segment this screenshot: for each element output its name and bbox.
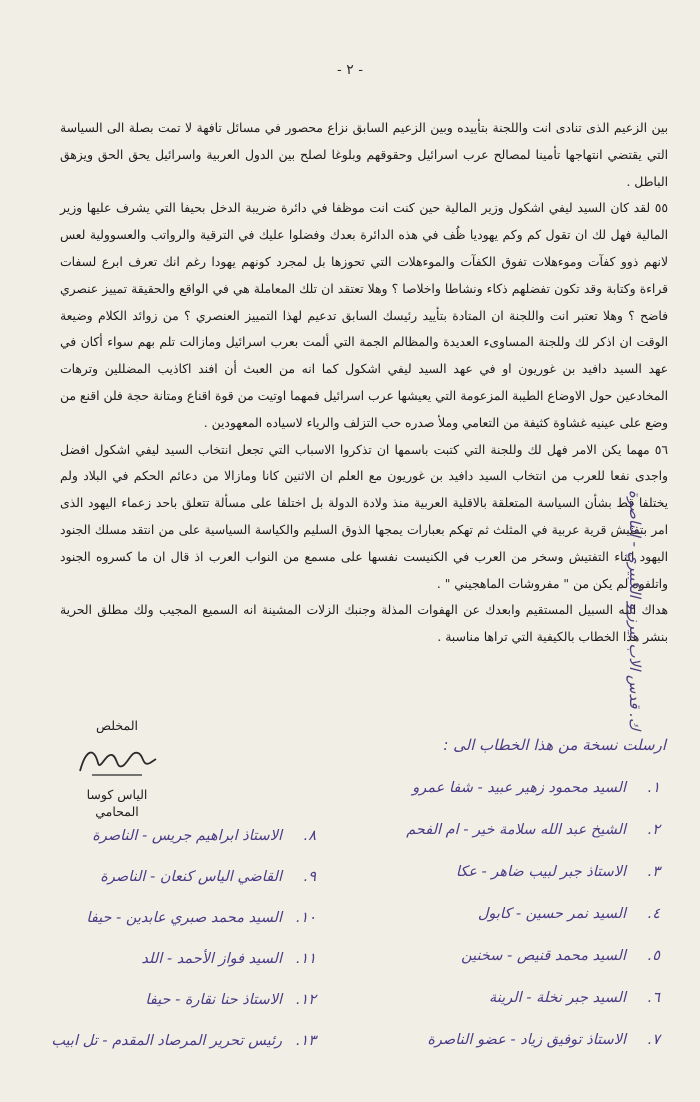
copies-heading: ارسلت نسخة من هذا الخطاب الى : [443, 736, 666, 754]
paragraph-2: ٥٥ لقد كان السيد ليفي اشكول وزير المالية حين كنت انت موظفا في دائرة ضريبة الدخل بحيفا التي يشرف عليها وزير المالية فهل لك ان تقول كم وكم يهوديا ظُف في هذه الدائرة بعدك وفضلوا عليك في الترقية والرواتب والعسوولية لعس لانهم ذوو كفآت وموءهلات تفوق الكفآت والموءهلات التي تحوزها بل لمجرد كونهم يهودا رغم انك تعرف ابرع لسفات قراءة وكتابة وقد تكون تفضلهم ذكاء ونشاطا واخلاصا ؟ وهلا تعتقد ان تلك المعاملة هي في الواقع والحقيقة تمييز عنصري فاضح ؟ وهلا تعتبر انت واللجنة ان المتادة بتأييد رئيسك السابق تدعيم لهذا التمييز العنصري ؟ من زوائد الكلام وضيعة الوقت ان اذكر لك وللجنة المساوىء العديدة والمظالم الجمة التي ألمت بعرب اسرائيل ومازالت تلم بهم سواء أكان في عهد السيد دافيد بن غوريون او في عهد السيد ليفي اشكول كما انه من العبث أن افند اكاذيب المضللين وترهات المخادعين حول الاوضاع الطيبة المزعومة التي يعيشها عرب اسرائيل فمهما اوتيت من قوة اقناع ومتانة حجة فلن اقنع من وضع على عينيه غشاوة كثيفة من التعامي وملأ صدره حب التزلف والرياء لاسياده المعهودين . [60, 201, 668, 430]
signatory-name: الياس كوسا [86, 787, 148, 802]
item-number: ٣. [647, 864, 660, 880]
list-item [340, 990, 660, 1032]
handwritten-signature-icon [72, 741, 162, 781]
list-item [26, 828, 316, 869]
item-number: ٩. [303, 869, 316, 885]
list-item [26, 910, 316, 951]
item-number: ٥. [647, 948, 660, 964]
item-text: الاستاذ توفيق زياد - عضو الناصرة [427, 1032, 626, 1048]
list-item [26, 1033, 316, 1074]
item-number: ٢. [647, 822, 660, 838]
margin-note [618, 490, 658, 731]
item-text: الشيخ عبد الله سلامة خير - ام الفحم [406, 822, 626, 838]
paragraph-4: هداك الله السبيل المستقيم وابعدك عن الهفوات المذلة وجنبك الزلات المشينة انه السميع المجيب ولك مطلق الحرية بنشر هذا الخطاب بالكيفية التي تراها مناسبة . [60, 603, 668, 645]
list-item [26, 951, 316, 992]
item-text: السيد محمد صبري عابدين - حيفا [86, 910, 282, 926]
signature-block [62, 718, 172, 819]
recipients-list-right [340, 780, 660, 1074]
item-text: رئيس تحرير المرصاد المقدم - تل ابيب [51, 1033, 282, 1049]
list-item [340, 780, 660, 822]
item-text: الاستاذ حنا نقارة - حيفا [145, 992, 282, 1008]
letter-body [60, 115, 668, 651]
signatory-title: المحامي [95, 804, 139, 819]
item-text: القاضي الياس كنعان - الناصرة [100, 869, 282, 885]
item-number: ١١. [295, 951, 316, 967]
item-number: ٤. [647, 906, 660, 922]
list-item [340, 906, 660, 948]
item-number: ١. [647, 780, 660, 796]
item-text: الاستاذ ابراهيم جريس - الناصرة [92, 828, 282, 844]
recipients-list-left [26, 828, 316, 1074]
item-text: السيد فواز الأحمد - اللد [141, 951, 282, 967]
item-text: السيد جبر نخلة - الرينة [489, 990, 626, 1006]
item-number: ٨. [303, 828, 316, 844]
item-number: ١٠. [295, 910, 316, 926]
page-number: - ٢ - [337, 62, 363, 78]
paragraph-1: بين الزعيم الذى تنادى انت واللجنة بتأييده وبين الزعيم السابق نزاع محصور في مسائل تافهة لا تمت بصلة الى السياسة التي يقتضي انتهاجها تأمينا لمصالح عرب اسرائيل وحقوقهم وبلوغا لصلح بين الدول العربية واسرائيل يحق الحق ويزهق الباطل . [60, 121, 668, 189]
item-number: ١٣. [295, 1033, 316, 1049]
closing-text: المخلص [95, 718, 139, 733]
item-number: ٦. [647, 990, 660, 1006]
list-item [26, 992, 316, 1033]
item-text: الاستاذ جبر لبيب ضاهر - عكا [455, 864, 626, 880]
list-item [340, 822, 660, 864]
item-text: السيد محمد قنيص - سخنين [461, 948, 626, 964]
item-text: السيد محمود زهير عبيد - شفا عمرو [412, 780, 626, 796]
list-item [340, 1032, 660, 1074]
item-text: السيد نمر حسين - كابول [477, 906, 626, 922]
margin-note-text: ك. قدس الاب تيرزيو الكبيري - الناصرة [626, 490, 644, 731]
list-item [340, 864, 660, 906]
item-number: ٧. [647, 1032, 660, 1048]
list-item [340, 948, 660, 990]
item-number: ١٢. [295, 992, 316, 1008]
paragraph-3: ٥٦ مهما يكن الامر فهل لك وللجنة التي كتبت باسمها ان تذكروا الاسباب التي تجعل انتخاب السيد ليفي اشكول افضل واجدى نفعا للعرب من انتخاب السيد دافيد بن غوريون مع العلم ان الاثنين كانا ومازالا من دعائم الحكم في البلاد ولم يختلفا قط بشأن السياسة المتعلقة بالاقلية العربية منذ ولادة الدولة بل اختلفا على مسألة تتعلق باحد زعماء اليهود الذى امر بتفتيش قرية عربية في المثلث ثم تهكم بعبارات يمجها الذوق السليم والكياسة السياسية على من انتقد مسلك الجنود اليهود اثناء التفتيش وسخر من العرب في الكنيست نفسها على مسمع من النواب العرب اذ قال ان ما كسروه الجنود واتلفوه لم يكن من " مفروشات الماهجيني " . [60, 442, 668, 591]
list-item [26, 869, 316, 910]
